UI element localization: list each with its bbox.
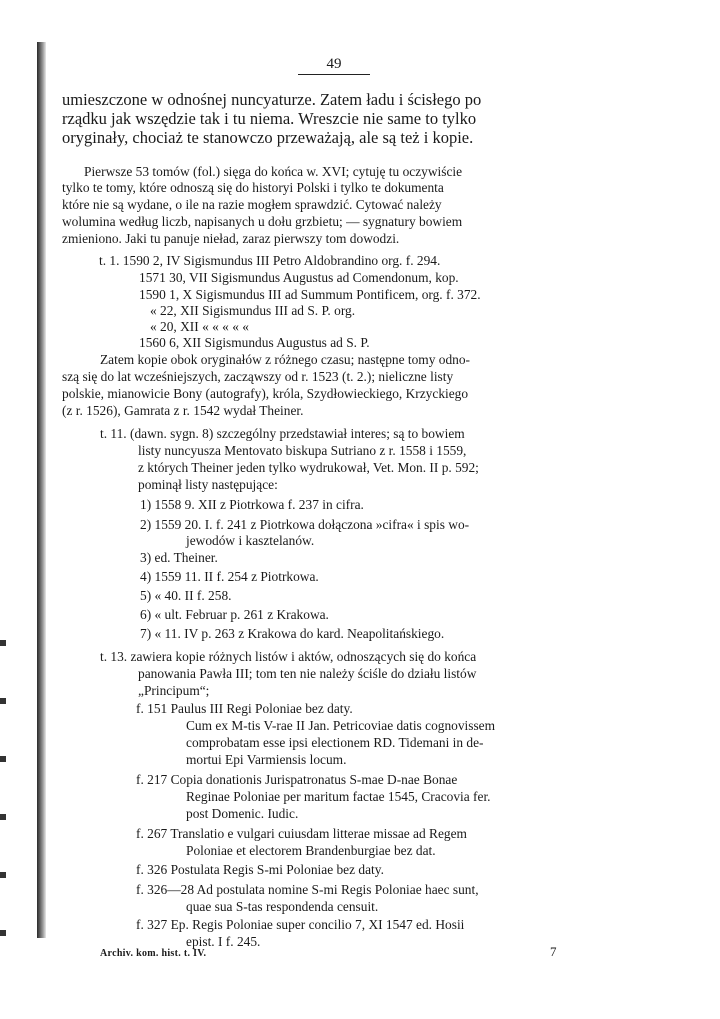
- page-binding-edge: [37, 42, 46, 938]
- volume-line: 1571 30, VII Sigismundus Augustus ad Comendonum, kop.: [139, 270, 459, 285]
- body-line: wolumina według liczb, napisanych u dołu grzbietu; — sygnatury bowiem: [62, 214, 463, 229]
- page-number: 49: [326, 56, 342, 72]
- body-line: polskie, mianowicie Bony (autografy), króla, Szydłowieckiego, Krzyckiego: [62, 386, 469, 401]
- letter-item: 7) « 11. IV p. 263 z Krakowa do kard. Neapolitańskiego.: [140, 626, 445, 641]
- letter-item: 5) « 40. II f. 258.: [140, 588, 232, 603]
- letter-item: 6) « ult. Februar p. 261 z Krakowa.: [140, 607, 329, 622]
- folio-entry: epist. I f. 245.: [186, 934, 261, 949]
- intro-line: oryginały, chociaż te stanowczo przeważają, ale są też i kopie.: [62, 128, 474, 147]
- folio-entry: f. 217 Copia donationis Jurispatronatus S-mae D-nae Bonae: [136, 772, 458, 787]
- letter-item: 1) 1558 9. XII z Piotrkowa f. 237 in cifra.: [140, 497, 364, 512]
- folio-entry: post Domenic. Iudic.: [186, 806, 299, 821]
- page-number-rule: [298, 74, 370, 75]
- folio-entry: Cum ex M-tis V-rae II Jan. Petricoviae datis cognovissem: [186, 718, 496, 733]
- folio-entry: f. 327 Ep. Regis Poloniae super concilio 7, XI 1547 ed. Hosii: [136, 917, 465, 932]
- body-line: zmieniono. Jaki tu panuje nieład, zaraz pierwszy tom dowodzi.: [62, 231, 400, 246]
- volume-11-line: pominął listy następujące:: [138, 477, 278, 492]
- volume-line: 1590 1, X Sigismundus III ad Summum Pontificem, org. f. 372.: [139, 287, 481, 302]
- intro-line: umieszczone w odnośnej nuncyaturze. Zatem ładu i ścisłego po: [62, 90, 482, 109]
- body-line: szą się do lat wcześniejszych, zacząwszy od r. 1523 (t. 2.); nieliczne listy: [62, 369, 454, 384]
- volume-11-line: listy nuncyusza Mentovato biskupa Sutriano z r. 1558 i 1559,: [138, 443, 467, 458]
- volume-line: « 22, XII Sigismundus III ad S. P. org.: [150, 303, 356, 318]
- letter-item: 4) 1559 11. II f. 254 z Piotrkowa.: [140, 569, 319, 584]
- letter-item: 3) ed. Theiner.: [140, 550, 218, 565]
- folio-entry: f. 326—28 Ad postulata nomine S-mi Regis Poloniae haec sunt,: [136, 882, 479, 897]
- folio-entry: quae sua S-tas respondenda censuit.: [186, 899, 379, 914]
- body-line: Pierwsze 53 tomów (fol.) sięga do końca w. XVI; cytuję tu oczywiście: [84, 164, 463, 179]
- folio-entry: f. 267 Translatio e vulgari cuiusdam litterae missae ad Regem: [136, 826, 467, 841]
- folio-entry: f. 151 Paulus III Regi Poloniae bez daty.: [136, 701, 353, 716]
- volume-13-line: „Principum“;: [138, 683, 210, 698]
- body-line: tylko te tomy, które odnoszą się do historyi Polski i tylko te dokumenta: [62, 180, 444, 195]
- footer-signature: Archiv. kom. hist. t. IV.: [100, 948, 207, 959]
- letter-item: jewodów i kasztelanów.: [186, 533, 315, 548]
- body-line: Zatem kopie obok oryginałów z różnego czasu; następne tomy odno-: [100, 352, 470, 367]
- volume-line: « 20, XII « « « « «: [150, 319, 249, 334]
- page-edge-marks: [0, 640, 6, 940]
- folio-entry: f. 326 Postulata Regis S-mi Poloniae bez daty.: [136, 862, 384, 877]
- volume-13-line: t. 13. zawiera kopie różnych listów i aktów, odnoszących się do końca: [100, 649, 477, 664]
- body-line: (z r. 1526), Gamrata z r. 1542 wydał Theiner.: [62, 403, 304, 418]
- footer-sheet-number: 7: [550, 944, 557, 959]
- volume-13-line: panowania Pawła III; tom ten nie należy ściśle do działu listów: [138, 666, 477, 681]
- intro-line: rządku jak wszędzie tak i tu niema. Wreszcie nie same to tylko: [62, 109, 477, 128]
- folio-entry: Reginae Poloniae per maritum factae 1545, Cracovia fer.: [186, 789, 491, 804]
- folio-entry: Poloniae et electorem Brandenburgiae bez dat.: [186, 843, 436, 858]
- body-line: które nie są wydane, o ile na razie mogłem sprawdzić. Cytować należy: [62, 197, 442, 212]
- volume-11-line: t. 11. (dawn. sygn. 8) szczególny przedstawiał interes; są to bowiem: [100, 426, 465, 441]
- folio-entry: comprobatam esse ipsi electionem RD. Tidemani in de-: [186, 735, 484, 750]
- folio-entry: mortui Epi Varmiensis locum.: [186, 752, 347, 767]
- letter-item: 2) 1559 20. I. f. 241 z Piotrkowa dołączona »cifra« i spis wo-: [140, 517, 470, 532]
- volume-11-line: z których Theiner jeden tylko wydrukował, Vet. Mon. II p. 592;: [138, 460, 479, 475]
- volume-line: 1560 6, XII Sigismundus Augustus ad S. P.: [139, 335, 370, 350]
- volume-line: t. 1. 1590 2, IV Sigismundus III Petro Aldobrandino org. f. 294.: [99, 253, 441, 268]
